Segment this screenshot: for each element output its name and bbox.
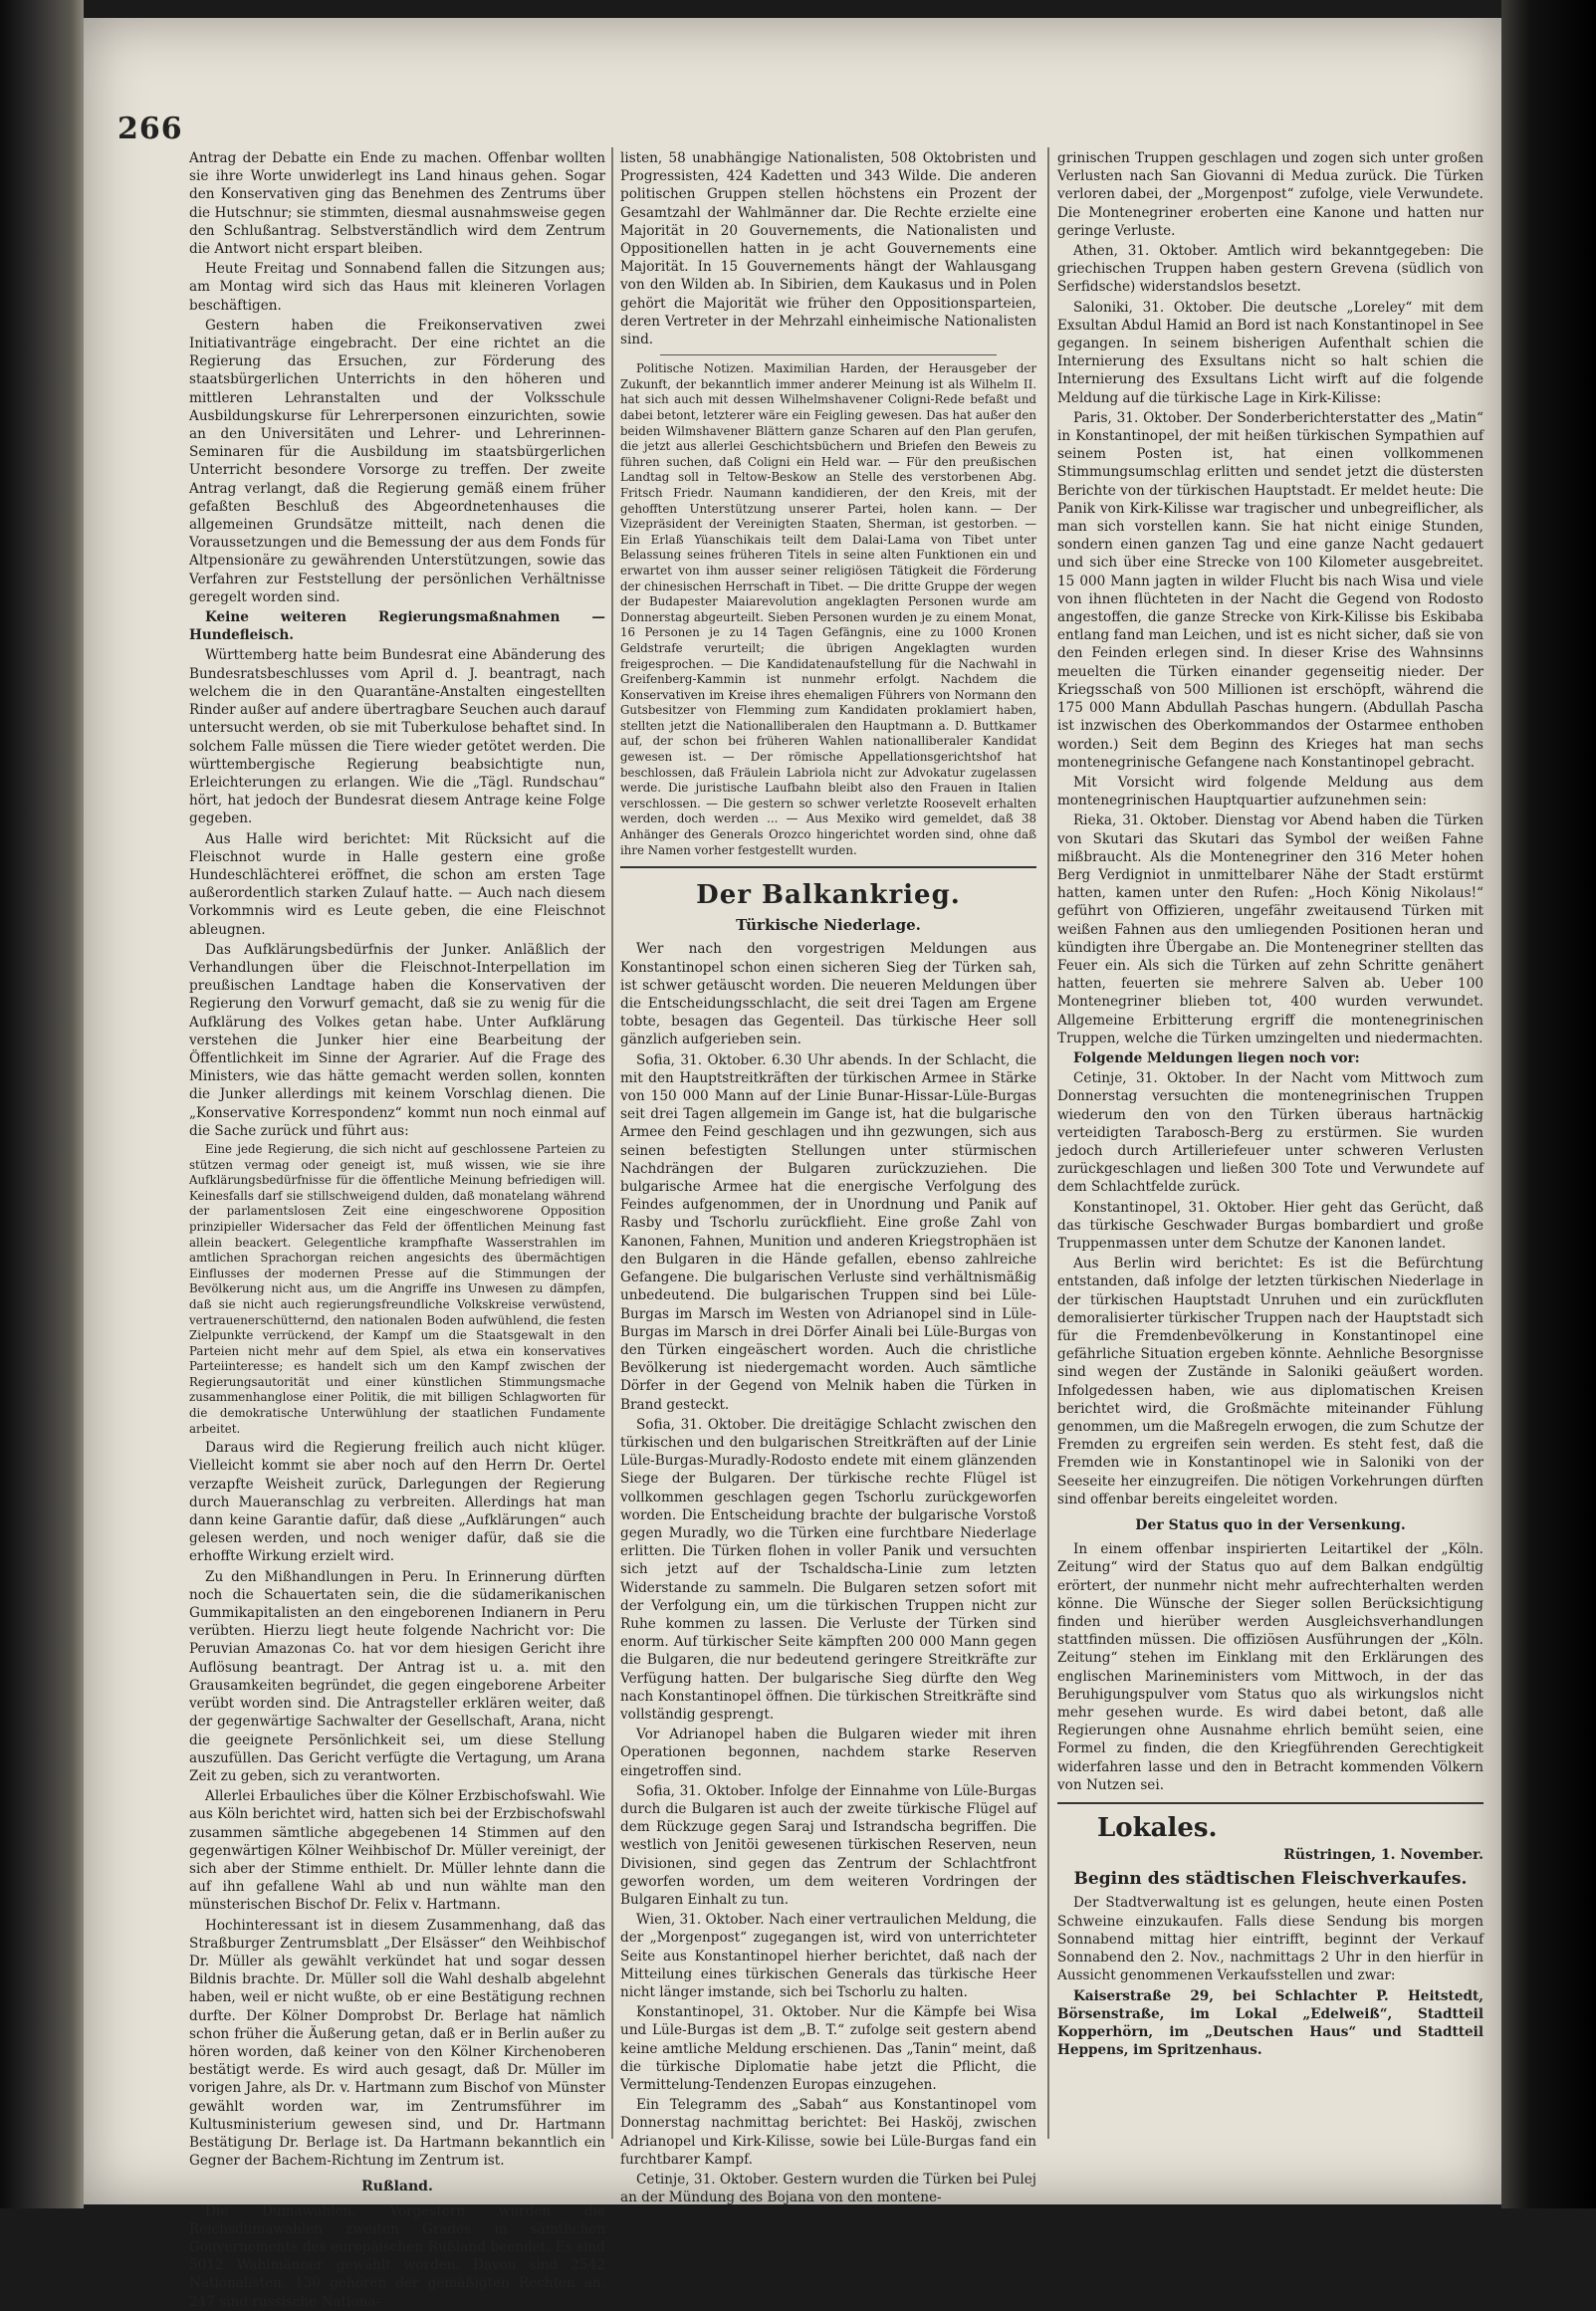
paragraph: Die Dumawahlen. Vorgestern wurden die Reichsdumawahlen zweiten Grades in sämtlichen Gouvernements des europäischen Rußland beendet. Es sind 5012 Wahlmänner gewählt worden. Davon sind 2542 Nationalisten, 130 gehören der gemäßigten Rechten an, 247 sind russische Nationa- — [189, 2202, 605, 2310]
paragraph: Aus Berlin wird berichtet: Es ist die Befürchtung entstanden, daß infolge der letzten türkischen Niederlage in der türkischen Hauptstadt Unruhen und ein zurückfluten demoralisierter türkischer Truppen nach der Hauptstadt sich für die Fremdenbevölkerung in Konstantinopel eine gefährliche Situation ergeben könnte. Aehnliche Besorgnisse sind wegen der Zustände in Saloniki geäußert worden. Infolgedessen haben, wie aus diplomatischen Kreisen berichtet wird, die Großmächte miteinander Fühlung genommen, um die Maßregeln erwogen, die zum Schutze der Fremden zu ergreifen sein werden. Es steht fest, daß die Fremden wie in Konstantinopel wie in Saloniki von der Seeseite her einzugreifen. Die nötigen Vorkehrungen dürften sind offenbar bereits eingeleitet worden. — [1057, 1256, 1483, 1507]
paragraph: Wien, 31. Oktober. Nach einer vertraulichen Meldung, die der „Morgenpost“ zugegangen ist, wird von unterrichteter Seite aus Konstantinopel hierher berichtet, daß nach der Mitteilung eines türkischen Generals das türkische Heer nicht länger imstande, sich bei Tschorlu zu halten. — [620, 1912, 1036, 2001]
column-2 — [620, 149, 1036, 2206]
paragraph: Antrag der Debatte ein Ende zu machen. Offenbar wollten sie ihre Worte unwiderlegt ins Land hinaus gehen. Sogar den Konservativen ging das Benehmen des Zentrums über die Hutschnur; sie stimmten, diesmal ausnahmsweise gegen den Schlußantrag. Selbstverständlich wird dem Zentrum die Antwort nicht erspart bleiben. — [189, 150, 605, 258]
paragraph: Gestern haben die Freikonservativen zwei Initiativanträge eingebracht. Der eine richtet an die Regierung das Ersuchen, zur Förderung des staatsbürgerlichen Unterrichts in den höheren und mittleren Lehranstalten und der Volksschule Ausbildungskurse für Lehrerpersonen einzurichten, sowie an den Universitäten und Lehrer- und Lehrerinnen-Seminaren für die Ausbildung im staatsbürgerlichen Unterricht besondere Vorsorge zu treffen. Der zweite Antrag verlangt, daß die Regierung gemäß einem früher gefaßten Beschluß des Abgeordnetenhauses die allgemeinen Grundsätze mitteilt, nach denen die Voraussetzungen und die Bemessung der aus dem Fonds für Altpensionäre zu gewährenden Unterstützungen, sowie das Verfahren zur Feststellung der persönlichen Verhältnisse geregelt worden sind. — [189, 317, 605, 605]
paragraph: Rieka, 31. Oktober. Dienstag vor Abend haben die Türken von Skutari das Skutari das Symbol der weißen Fahne mißbraucht. Als die Montenegriner den 316 Meter hohen Berg Verdigniot in unmittelbarer Nähe der Stadt erstürmt hatten, kamen unter den Rufen: „Hoch König Nikolaus!“ geführt von Offizieren, ungefähr zweitausend Türken mit weißen Fahnen aus den umliegenden Positionen heran und kündigten ihre Übergabe an. Die Montenegriner stellten das Feuer ein. Als sich die Türken auf zehn Schritte genähert hatten, feuerten sie mehrere Salven ab. Ueber 100 Montenegriner blieben tot, 400 wurden verwundet. Allgemeine Erbitterung ergriff die montenegrinischen Truppen, welche die Türken umzingelten und niedermachten. — [1057, 812, 1483, 1046]
paragraph: Heute Freitag und Sonnabend fallen die Sitzungen aus; am Montag wird sich das Haus mit kleineren Vorlagen beschäftigen. — [189, 261, 605, 314]
paragraph: In einem offenbar inspirierten Leitartikel der „Köln. Zeitung“ wird der Status quo auf dem Balkan endgültig erörtert, der nunmehr nicht mehr aufrechterhalten werden könne. Die Wünsche der Sieger sollen Berücksichtigung finden und hierüber werden Ausgleichsverhandlungen stattfinden müssen. Die offiziösen Ausführungen der „Köln. Zeitung“ stehen im Einklang mit den Erklärungen des englischen Marineministers vom Mittwoch, in der das Beruhigungspulver vom Status quo als wirkungslos nicht mehr gesehen wurde. Es wird dabei betont, daß alle Regierungen ohne Ausnahme ehrlich bemüht seien, eine Formel zu finden, die den Kriegführenden Gerechtigkeit widerfahren lasse und den in Betracht kommenden Völkern von Nutzen sei. — [1057, 1541, 1483, 1793]
paragraph: Sofia, 31. Oktober. 6.30 Uhr abends. In der Schlacht, die mit den Hauptstreitkräften der türkischen Armee in Stärke von 150 000 Mann auf der Linie Bunar-Hissar-Lüle-Burgas seit drei Tagen allgemein im Gange ist, hat die bulgarische Armee den Feind geschlagen und ihn gezwungen, sich aus seinen befestigten Stellungen unter stürmischen Nachdrängen der Bulgaren zurückzuziehen. Die bulgarische Armee hat die energische Verfolgung des Feindes aufgenommen, der in Unordnung und Panik auf Rasby und Tschorlu zurückflieht. Eine große Zahl von Kanonen, Fahnen, Munition und anderen Kriegstrophäen ist den Bulgaren in die Hände gefallen, ebenso zahlreiche Gefangene. Die bulgarischen Verluste sind verhältnismäßig unbedeutend. Die bulgarischen Truppen sind bei Lüle-Burgas im Marsch im Westen von Adrianopel sind in Lüle-Burgas im Marsch in drei Dörfer Ainali bei Lüle-Burgas von den Türken eingeäschert worden. Auch die christliche Bevölkerung ist niedergemacht worden. Auch sämtliche Dörfer in der Gegend von Melnik haben die Türken in Brand gesteckt. — [620, 1051, 1036, 1413]
paragraph: Athen, 31. Oktober. Amtlich wird bekanntgegeben: Die griechischen Truppen haben gestern Grevena (südlich von Serfidsche) widerstandslos besetzt. — [1057, 243, 1483, 296]
paragraph: Folgende Meldungen liegen noch vor: — [1073, 1049, 1360, 1066]
paragraph: Paris, 31. Oktober. Der Sonderberichterstatter des „Matin“ in Konstantinopel, der mit heißen türkischen Sympathien auf seinem Posten ist, hat einen vollkommenen Stimmungsumschlag erlitten und sendet jetzt die düstersten Berichte von der türkischen Hauptstadt. Er meldet heute: Die Panik von Kirk-Kilisse war tragischer und unbegreiflicher, als man sich vorstellen kann. Sie hat nicht einige Stunden, sondern einen ganzen Tag und eine ganze Nacht gedauert und sich über eine Strecke von 100 Kilometer ausgebreitet. 15 000 Mann jagten in wilder Flucht bis nach Wisa und viele von ihnen flüchteten in der Nacht die Gegend von Rodosto angestoffen, die ganze Strecke von Kirk-Kilisse bis Eskibaba entlang fand man Leichen, und ist es nicht sicher, daß sie von den Feinden erlegen sind. In dieser Krise des Wahnsinns meuelten die Türken einander gegenseitig nieder. Der Kriegsschaß von 500 Millionen ist erschöpft, während die 175 000 Mann Abdullah Paschas hungern. (Abdullah Pascha ist inzwischen des Oberkommandos der Ostarmee enthoben worden.) Seit dem Beginn des Krieges hat man sechs montenegrinische Gefangene nach Konstantinopel gebracht. — [1057, 409, 1483, 771]
paragraph: Aus Halle wird berichtet: Mit Rücksicht auf die Fleischnot wurde in Halle gestern eine große Hundeschlächterei eröffnet, die schon am ersten Tage außerordentlich starken Zulauf hatte. — Auch nach diesem Vorkommnis wird es Leute geben, die eine Fleischnot ableugnen. — [189, 830, 605, 938]
quote-paragraph: Eine jede Regierung, die sich nicht auf geschlossene Parteien zu stützen vermag oder geneigt ist, muß wissen, wie sie ihre Aufklärungsbedürfnisse für die öffentliche Meinung befriedigen will. Keinesfalls darf sie stillschweigend dulden, daß monatelang während der parlamentslosen Zeit eine eingeschworene Opposition prinzipieller Widersacher das Feld der öffentlichen Meinung fast allein beackert. Gelegentliche krampfhafte Wasserstrahlen im amtlichen Sprachorgan reichen angesichts des übermächtigen Einflusses der modernen Presse auf die Stimmungen der Bevölkerung nicht aus, um die Angriffe ins Unwesen zu dämpfen, daß sie nicht auch regierungsfreundliche Volkskreise verwüstend, vertrauenerschütternd, den nationalen Boden aufwühlend, die festen Zielpunkte verrückend, der Kampf um die Staatsgewalt in den Parteien nicht mehr auf dem Spiel, als etwa ein konservatives Parteiinteresse; es handelt sich um den Kampf zwischen der Regierungsautorität und einer künstlichen Stimmungsmache zusammenhanglose einer Politik, die mit billigen Schlagworten für die demokratische Unterwühlung der staatlichen Fundamente arbeitet. — [189, 1141, 605, 1436]
divider — [660, 354, 997, 355]
scan-right-edge — [1501, 0, 1596, 2208]
section-heading-russland: Rußland. — [361, 2179, 433, 2195]
divider — [620, 866, 1036, 868]
section-title-lokales: Lokales. — [1097, 1813, 1218, 1844]
paragraph: listen, 58 unabhängige Nationalisten, 508 Oktobristen und Progressisten, 424 Kadetten und 343 Wilde. Die anderen politischen Gruppen stellen höchstens ein Prozent der Gesamtzahl der Wahlmänner dar. Die Rechte erzielte eine Majorität in 20 Gouvernements, die Nationalisten und Oppositionellen hatten in je acht Gouvernements eine Majorität. In 15 Gouvernements hängt der Wahlausgang von den Wilden ab. In Sibirien, dem Kaukasus und in Polen gehört die Majorität wie früher den Oppositionsparteien, deren Vertreter in der Mehrzahl einheimische Nationalisten sind. — [620, 150, 1036, 348]
divider — [1057, 1802, 1483, 1804]
paragraph: Mit Vorsicht wird folgende Meldung aus dem montenegrinischen Hauptquartier aufzunehmen sein: — [1057, 774, 1483, 809]
paragraph: Kaiserstraße 29, bei Schlachter P. Heitstedt, Börsenstraße, im Lokal „Edelweiß“, Stadtteil Kopperhörn, im „Deutschen Haus“ und Stadtteil Heppens, im Spritzenhaus. — [1057, 1987, 1483, 2059]
section-subtitle: Türkische Niederlage. — [736, 916, 921, 935]
paragraph: Daraus wird die Regierung freilich auch nicht klüger. Vielleicht kommt sie aber noch auf den Herrn Dr. Oertel verzapfte Weisheit zurück, Darlegungen der Regierung durch Maueranschlag zu verbreiten. Allerdings hat man dann keine Garantie dafür, daß diese „Aufklärungen“ auch gelesen werden, und noch weniger dafür, daß sie die erhoffte Wirkung erzielt wird. — [189, 1440, 605, 1565]
paragraph: Sofia, 31. Oktober. Infolge der Einnahme von Lüle-Burgas durch die Bulgaren ist auch der zweite türkische Flügel auf dem Rückzuge gegen Saraj und Istrandscha begriffen. Die westlich von Jenitöi gewesenen türkischen Reserven, neun Divisionen, sind gegen das Zentrum der Schlachtfront geworfen worden, um dem weiteren Vordringen der Bulgaren Einhalt zu tun. — [620, 1782, 1036, 1908]
paragraph: Cetinje, 31. Oktober. In der Nacht vom Mittwoch zum Donnerstag versuchten die montenegrinischen Truppen wiederum den von den Türken überaus hartnäckig verteidigten Tarabosch-Berg zu erstürmen. Sie wurden jedoch durch Artilleriefeuer unter schweren Verlusten zurückgeschlagen und ließen 300 Tote und Verwundete auf dem Schlachtfelde zurück. — [1057, 1070, 1483, 1196]
paragraph: Ein Telegramm des „Sabah“ aus Konstantinopel vom Donnerstag nachmittag berichtet: Bei Hasköj, zwischen Adrianopel und Kirk-Kilisse, sowie bei Lüle-Burgas fand ein furchtbarer Kampf. — [620, 2097, 1036, 2168]
article-headline: Beginn des städtischen Fleischverkaufes. — [1073, 1869, 1468, 1890]
book-binding-edge — [0, 0, 84, 2208]
paragraph: Wer nach den vorgestrigen Meldungen aus Konstantinopel schon einen sicheren Sieg der Türken sah, ist schwer getäuscht worden. Die neueren Meldungen über die Entscheidungsschlacht, die seit drei Tagen am Ergene tobte, besagen das Gegenteil. Das türkische Heer soll gänzlich aufgerieben sein. — [620, 941, 1036, 1048]
section-title-balkankrieg: Der Balkankrieg. — [696, 880, 961, 911]
notes-paragraph: Politische Notizen. Maximilian Harden, der Herausgeber der Zukunft, der bekanntlich immer anderer Meinung ist als Wilhelm II. hat sich auch mit dessen Wilhelmshavener Coligni-Rede befaßt und dabei betont, letzterer wäre ein Feigling gewesen. Das hat außer den beiden Wilmshavener Blättern ganze Scharen auf den Plan gerufen, die jetzt aus allerlei Geschichtsbüchern und Briefen den Beweis zu führen suchen, daß Coligni ein Held war. — Für den preußischen Landtag soll in Teltow-Beskow an Stelle des verstorbenen Abg. Fritsch Friedr. Naumann kandidieren, der den Kreis, mit der gehofften Unterstützung unserer Partei, holen kann. — Der Vizepräsident der Vereinigten Staaten, Sherman, ist gestorben. — Ein Erlaß Yüanschikais teilt dem Dalai-Lama von Tibet unter Belassung seines früheren Titels in seine alten Funktionen ein und erwartet von ihm ausser seiner religiösen Tätigkeit die Förderung der chinesischen Herrschaft in Tibet. — Die dritte Gruppe der wegen der Budapester Maiarevolution angeklagten Personen wurde am Donnerstag abgeurteilt. Sieben Personen wurden je zu einem Monat, 16 Personen je zu 14 Tagen Gefängnis, eine zu 1000 Kronen Geldstrafe verurteilt; die übrigen Angeklagten wurden freigesprochen. — Die Kandidatenaufstellung für die Nachwahl in Greifenberg-Kammin ist nunmehr erfolgt. Nachdem die Konservativen im Kreise ihres ehemaligen Führers von Normann den Gutsbesitzer von Flemming zum Kandidaten proklamiert haben, stellten jetzt die Nationalliberalen den Hauptmann a. D. Buttkamer auf, der schon bei früheren Wahlen nationalliberaler Kandidat gewesen ist. — Der römische Appellationsgerichtshof hat beschlossen, daß Fräulein Labriola nicht zur Advokatur zugelassen werde. Die juristische Laufbahn bleibt also den Frauen in Italien verschlossen. — Die gestern so schwer verletzte Roosevelt erhalten werden, doch werden ... — Aus Mexiko wird gemeldet, daß 38 Anhänger des Generals Orozco hingerichtet worden sind, ohne daß ihre Namen vorher festgestellt wurden. — [620, 361, 1036, 857]
paragraph: grinischen Truppen geschlagen und zogen sich unter großen Verlusten nach San Giovanni di Medua zurück. Die Türken verloren dabei, der „Morgenpost“ zufolge, viele Verwundete. Die Montenegriner eroberten eine Kanone und hatten nur geringe Verluste. — [1057, 150, 1483, 239]
paragraph: Hochinteressant ist in diesem Zusammenhang, daß das Straßburger Zentrumsblatt „Der Elsässer“ den Weihbischof Dr. Müller als gewählt verkündet hat und sogar dessen Bildnis brachte. Dr. Müller soll die Wahl deshalb abgelehnt haben, weil er nicht wußte, ob er eine Bestätigung rechnen durfte. Der Kölner Domprobst Dr. Berlage hat nämlich schon früher die Äußerung getan, daß er in Berlin außer zu hören worden, daß keiner von den Kölner Kirchenoberen bestätigt werde. Es wird auch gesagt, daß Dr. Müller im vorigen Jahre, als Dr. v. Hartmann zum Bischof von Münster gewählt worden war, im Zentrumsführer im Kultusministerium gewesen sind, und Dr. Hartmann Bestätigung Dr. Berlage ist. Da Hartmann bekanntlich ein Gegner der Bachem-Richtung im Zentrum ist. — [189, 1917, 605, 2170]
paragraph: Württemberg hatte beim Bundesrat eine Abänderung des Bundesratsbeschlusses vom April d. J. beantragt, nach welchem die in den Quarantäne-Anstalten eingestellten Rinder außer auf andere übertragbare Seuchen auch darauf untersucht werden, ob sie mit Tuberkulose behaftet sind. In solchem Falle müssen die Tiere wieder getötet werden. Die württembergische Regierung beabsichtigte nun, Erleichterungen zu erlangen. Wie die „Tägl. Rundschau“ hört, hat jedoch der Bundesrat diesem Antrage keine Folge gegeben. — [189, 647, 605, 827]
page-number: 266 — [117, 112, 183, 146]
column-3 — [1057, 149, 1483, 2136]
paragraph-head — [189, 608, 605, 644]
inline-heading: Keine weiteren Regierungsmaßnahmen — Hundefleisch. — [189, 609, 605, 644]
column-1 — [189, 149, 605, 2310]
column-rule — [1047, 147, 1049, 2139]
paragraph: Der Stadtverwaltung ist es gelungen, heute einen Posten Schweine einzukaufen. Falls diese Sendung bis morgen Sonnabend mittag hier eintrifft, beginnt der Verkauf Sonnabend den 2. Nov., nachmittags 2 Uhr in den hierfür in Aussicht genommenen Verkaufsstellen und zwar: — [1057, 1895, 1483, 1984]
dateline: Rüstringen, 1. November. — [1283, 1847, 1483, 1864]
paragraph: Konstantinopel, 31. Oktober. Hier geht das Gerücht, daß das türkische Geschwader Burgas bombardiert und große Truppenmassen unter dem Schutze der Kanonen landet. — [1057, 1199, 1483, 1252]
paragraph: Cetinje, 31. Oktober. Gestern wurden die Türken bei Pulej an der Mündung des Bojana von den montene- — [620, 2172, 1036, 2206]
paragraph: Vor Adrianopel haben die Bulgaren wieder mit ihren Operationen begonnen, nachdem starke Reserven eingetroffen sind. — [620, 1727, 1036, 1779]
paragraph: Sofia, 31. Oktober. Die dreitägige Schlacht zwischen den türkischen und den bulgarischen Streitkräften auf der Linie Lüle-Burgas-Muradly-Rodosto endete mit einem glänzenden Siege der Bulgaren. Der türkische rechte Flügel ist vollkommen geschlagen gegen Tschorlu zurückgeworfen worden. Die Entscheidung brachte der bulgarische Vorstoß gegen Muradly, wo die Türken eine furchtbare Niederlage erlitten. Die Türken flohen in voller Panik und versuchten sich jetzt auf der Tschaldscha-Linie zum letzten Widerstande zu sammeln. Die Bulgaren setzen sofort mit der Verfolgung ein, um die türkischen Truppen nicht zur Ruhe kommen zu lassen. Die Verluste der Türken sind enorm. Auf türkischer Seite kämpften 200 000 Mann gegen die Bulgaren, die nur bedeutend geringere Streitkräfte zur Verfügung hatten. Der bulgarische Sieg dürfte den Weg nach Konstantinopel öffnen. Die türkischen Streitkräfte sind vollständig gesprengt. — [620, 1416, 1036, 1723]
section-heading-status-quo: Der Status quo in der Versenkung. — [1135, 1517, 1406, 1534]
paragraph: Das Aufklärungsbedürfnis der Junker. Anläßlich der Verhandlungen über die Fleischnot-Interpellation im preußischen Landtage haben die Konservativen der Regierung den Vorwurf gemacht, daß sie zu wenig für die Aufklärung des Volkes getan habe. Unter Aufklärung verstehen die Junker hier eine Bearbeitung der Öffentlichkeit im Sinne der Agrarier. Auf die Frage des Ministers, wie das hätte gemacht werden sollen, konnten die Junker allerdings mit keinem Vorschlag dienen. Die „Konservative Korrespondenz“ kommt nun noch einmal auf die Sache zurück und führt aus: — [189, 941, 605, 1139]
paragraph: Saloniki, 31. Oktober. Die deutsche „Loreley“ mit dem Exsultan Abdul Hamid an Bord ist nach Konstantinopel in See gegangen. In seinem bisherigen Aufenthalt schien die Internierung des Exsultans nicht so halt schien die Internierung des Exsultans Licht wirft auf die folgende Meldung auf die türkische Lage in Kirk-Kilisse: — [1057, 299, 1483, 406]
paragraph: Allerlei Erbauliches über die Kölner Erzbischofswahl. Wie aus Köln berichtet wird, hatten sich bei der Erzbischofswahl zusammen sämtliche abgegebenen 14 Stimmen auf den gegenwärtigen Kölner Weihbischof Dr. Müller vereinigt, der sich aber der Stimme enthielt. Dr. Müller lehnte dann die auf ihn gefallene Wahl ab und nun wählte man den münsterischen Bischof Dr. Felix v. Hartmann. — [189, 1788, 605, 1914]
paragraph: Zu den Mißhandlungen in Peru. In Erinnerung dürften noch die Schauertaten sein, die die südamerikanischen Gummikapitalisten an den eingeborenen Indianern in Peru verübten. Hierzu liegt heute folgende Nachricht vor: Die Peruvian Amazonas Co. hat vor dem hiesigen Gericht ihre Auflösung beantragt. Der Antrag ist u. a. mit den Grausamkeiten begründet, die gegen eingeborene Arbeiter verübt worden sind. Die Antragsteller erklären weiter, daß der gegenwärtige Sachwalter der Gesellschaft, Arana, nicht die geeignete Persönlichkeit sei, um diese Stellung auszufüllen. Das Gericht verfügte die Vertagung, um Arana Zeit zu geben, sich zu verantworten. — [189, 1568, 605, 1784]
paragraph: Konstantinopel, 31. Oktober. Nur die Kämpfe bei Wisa und Lüle-Burgas ist dem „B. T.“ zufolge seit gestern abend keine amtliche Meldung erschienen. Das „Tanin“ meint, daß die türkische Diplomatie habe jetzt die Pflicht, die Vermittelung-Tendenzen Europas einzugehen. — [620, 2004, 1036, 2094]
column-rule — [611, 147, 613, 2139]
